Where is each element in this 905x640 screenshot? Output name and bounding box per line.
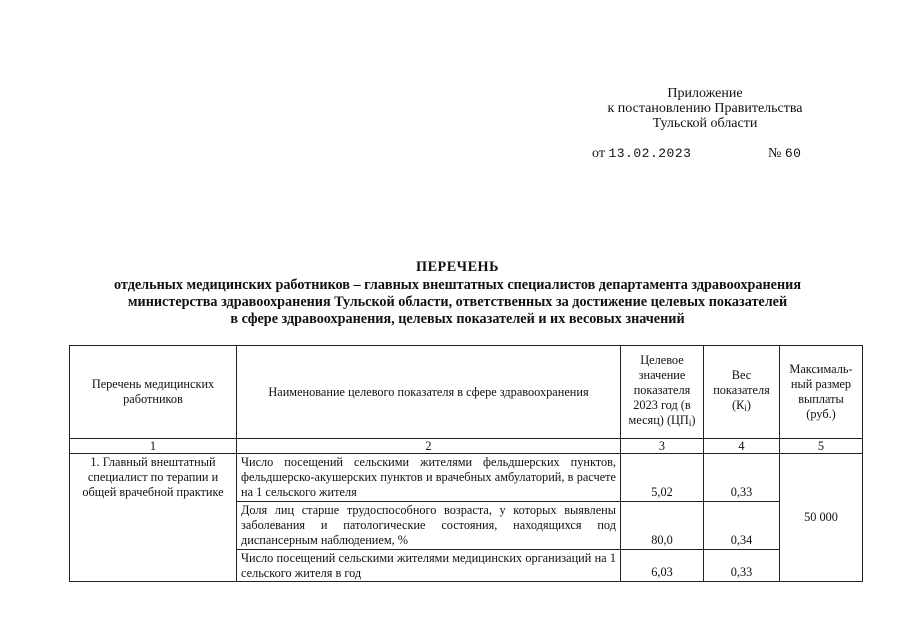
- decree-date: 13.02.2023: [608, 146, 692, 161]
- specialist-cell: [70, 454, 237, 582]
- column-number: 1: [70, 439, 237, 454]
- decree-number-prefix: №: [768, 146, 782, 161]
- max-payment-value: 50 000: [780, 454, 863, 582]
- column-number: 3: [621, 439, 704, 454]
- indicator-name: Число посещений сельскими жителями фельдшерских пунктов, фельдшерско-акушерских пунктов и врачебных амбулаторий, в расчете на 1 сельского жителя: [237, 454, 621, 502]
- target-value: 6,03: [621, 550, 704, 582]
- decree-date-prefix: от: [592, 146, 605, 161]
- title-line-2: министерства здравоохранения Тульской области, ответственных за достижение целевых показателей: [127, 294, 788, 310]
- weight-value: 0,34: [704, 502, 780, 550]
- indicator-name: Число посещений сельскими жителями медицинских организаций на 1 сельского жителя в год: [237, 550, 621, 582]
- appendix-line-2: к постановлению Правительства: [607, 101, 803, 116]
- indicators-table: [69, 345, 863, 582]
- appendix-line-1: Приложение: [667, 86, 743, 101]
- title-line-3: в сфере здравоохранения, целевых показателей и их весовых значений: [230, 311, 685, 327]
- header-max-payment: Максималь- ный размер выплаты (руб.): [780, 346, 863, 439]
- title-line-1: отдельных медицинских работников – главных внештатных специалистов департамента здравоохранения: [114, 277, 801, 293]
- target-value: 80,0: [621, 502, 704, 550]
- decree-number: 60: [784, 146, 802, 161]
- header-weight: Вес показателя $(К_i)$: [704, 346, 780, 439]
- title-heading: ПЕРЕЧЕНЬ: [416, 259, 499, 275]
- appendix-block: [560, 86, 850, 131]
- document-title: [40, 259, 875, 328]
- table-row: [70, 454, 863, 502]
- column-number-row: [70, 439, 863, 454]
- weight-value: 0,33: [704, 454, 780, 502]
- header-target-value: Целевое значение показателя 2023 год (в месяц) $(ЦП_i)$: [621, 346, 704, 439]
- weight-value: 0,33: [704, 550, 780, 582]
- header-indicator-name: Наименование целевого показателя в сфере здравоохранения: [237, 346, 621, 439]
- decree-line: [592, 146, 802, 162]
- table-header-row: [70, 346, 863, 439]
- column-number: 5: [780, 439, 863, 454]
- specialist-name: Главный внештатный специалист по терапии и общей врачебной практике: [82, 455, 224, 499]
- target-value: 5,02: [621, 454, 704, 502]
- column-number: 4: [704, 439, 780, 454]
- appendix-line-3: Тульской области: [652, 116, 758, 131]
- column-number: 2: [237, 439, 621, 454]
- specialist-number: 1.: [90, 455, 100, 469]
- header-workers: Перечень медицинских работников: [70, 346, 237, 439]
- indicator-name: Доля лиц старше трудоспособного возраста, у которых выявлены заболевания и патологические состояния, находящихся под диспансерным наблюдением, %: [237, 502, 621, 550]
